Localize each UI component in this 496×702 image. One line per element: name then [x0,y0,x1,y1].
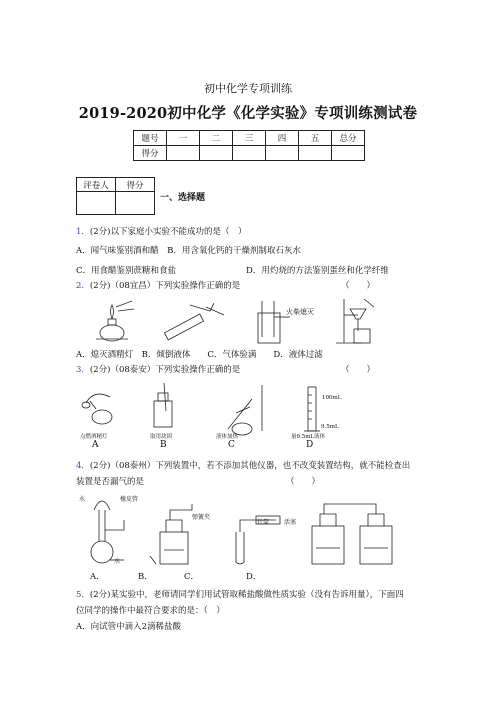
score-cell-empty [299,146,332,161]
question-2-stem: 2．(2分)（08宜昌）下列实验操作正确的是 [76,281,241,291]
figure-flask-funnel [91,501,124,563]
grader-cell: 得分 [116,178,155,192]
question-1-option-ab: A．闻气味鉴别酒和醋 B．用含氧化钙的干燥剂制取石灰水 [76,246,301,256]
question-4-stem: 4．(2分)（08泰州）下列装置中，若不添加其他仪器，也不改变装置结构，就不能检查出 [76,461,411,471]
question-4-stem-2: 装置是否漏气的是 [76,477,145,487]
score-cell-empty [233,146,266,161]
question-5-stem-2: 位同学的操作中最符合要求的是：（ ） [76,606,225,616]
figure-heating-tube [228,385,262,435]
figure-filtration [336,299,374,343]
score-cell: 得分 [134,146,167,161]
figure-label: 橡皮管 [120,496,139,503]
score-table-header-row [134,131,365,146]
figure-label: 火柴熄灭 [286,308,314,316]
question-5-stem: 5．(2分)某实验中，老师请同学们用试管取稀盐酸做性质实验（没有告诉用量），下面四 [76,590,404,600]
option-letter-a: A [92,440,99,450]
score-cell: 一 [167,131,200,146]
figure-caption-b: 取用块固 [150,434,173,440]
figure-alcohol-lamp [96,301,134,341]
figure-label: 水 [79,496,86,503]
score-cell: 总分 [332,131,365,146]
figure-caption-c: 液体加热 [216,434,239,440]
page-subtitle: 初中化学专项训练 [204,82,292,95]
question-number: 4． [76,461,90,471]
figure-label: 水 [114,558,121,565]
question-5-option-a: A．向试管中滴入2滴稀盐酸 [76,622,182,632]
option-letter-a: A． [90,572,105,582]
cylinder-top-label: 100mL [322,395,342,401]
score-cell-empty [200,146,233,161]
question-number: 3． [76,365,90,375]
score-cell-empty [332,146,365,161]
figure-label: 活塞 [284,519,297,526]
figure-lighting-lamp [82,394,112,424]
question-2-options: A．熄灭酒精灯 B．倾倒液体 C．气体验满 D．液体过滤 [76,350,323,360]
question-number: 1． [76,227,90,237]
grader-cell-empty [77,192,116,215]
figure-two-bottles [312,504,392,564]
question-2-blank: （ ） [341,281,376,291]
figure-pouring-liquid [164,303,224,340]
figure-caption-d: 量9.5mL液体 [291,434,326,440]
score-cell: 题号 [134,131,167,146]
cylinder-mark-label: 9.5mL [321,424,339,430]
figure-label: 弹簧夹 [192,514,211,521]
question-3-blank: （ ） [341,365,376,375]
score-cell-empty [167,146,200,161]
figure-reagent-bottle [154,383,172,427]
figure-bottle-b [150,504,192,564]
score-table-score-row [134,146,365,161]
section-title: 一、选择题 [160,193,206,203]
score-cell: 三 [233,131,266,146]
question-number: 2． [76,281,90,291]
score-cell: 五 [299,131,332,146]
question-2-figures [92,297,422,347]
grader-table [76,177,155,215]
question-1-option-d: D．用灼烧的方法鉴别蛋丝和化学纤维 [246,266,389,276]
score-table [133,130,365,161]
figure-measuring-cylinder [304,387,320,431]
grader-cell: 评卷人 [77,178,116,192]
question-1-option-c: C．用食醋鉴别蔗糖和食盐 [76,266,177,276]
option-letter-d: D [306,440,314,450]
question-4-blank: （ ） [286,477,321,487]
option-letter-d: D． [246,572,262,582]
page-title: 2019-2020初中化学《化学实验》专项训练测试卷 [78,105,418,122]
question-3-stem: 3．(2分)（08泰安）下列实验操作正确的是 [76,365,241,375]
question-number: 5． [76,590,90,600]
figure-label: 针筒 [257,519,270,526]
grader-header-row [77,178,155,192]
option-letter-c: C [228,440,235,450]
figure-caption-a: 点燃酒精灯 [80,434,108,440]
option-letter-b: B． [138,572,153,582]
score-cell: 二 [200,131,233,146]
score-cell: 四 [266,131,299,146]
score-cell-empty [266,146,299,161]
grader-cell-empty [116,192,155,215]
grader-blank-row [77,192,155,215]
option-letter-b: B [160,440,167,450]
question-1-stem: 1．(2分)以下家庭小实验不能成功的是（ ） [76,227,247,237]
option-letter-c: C． [184,572,200,582]
